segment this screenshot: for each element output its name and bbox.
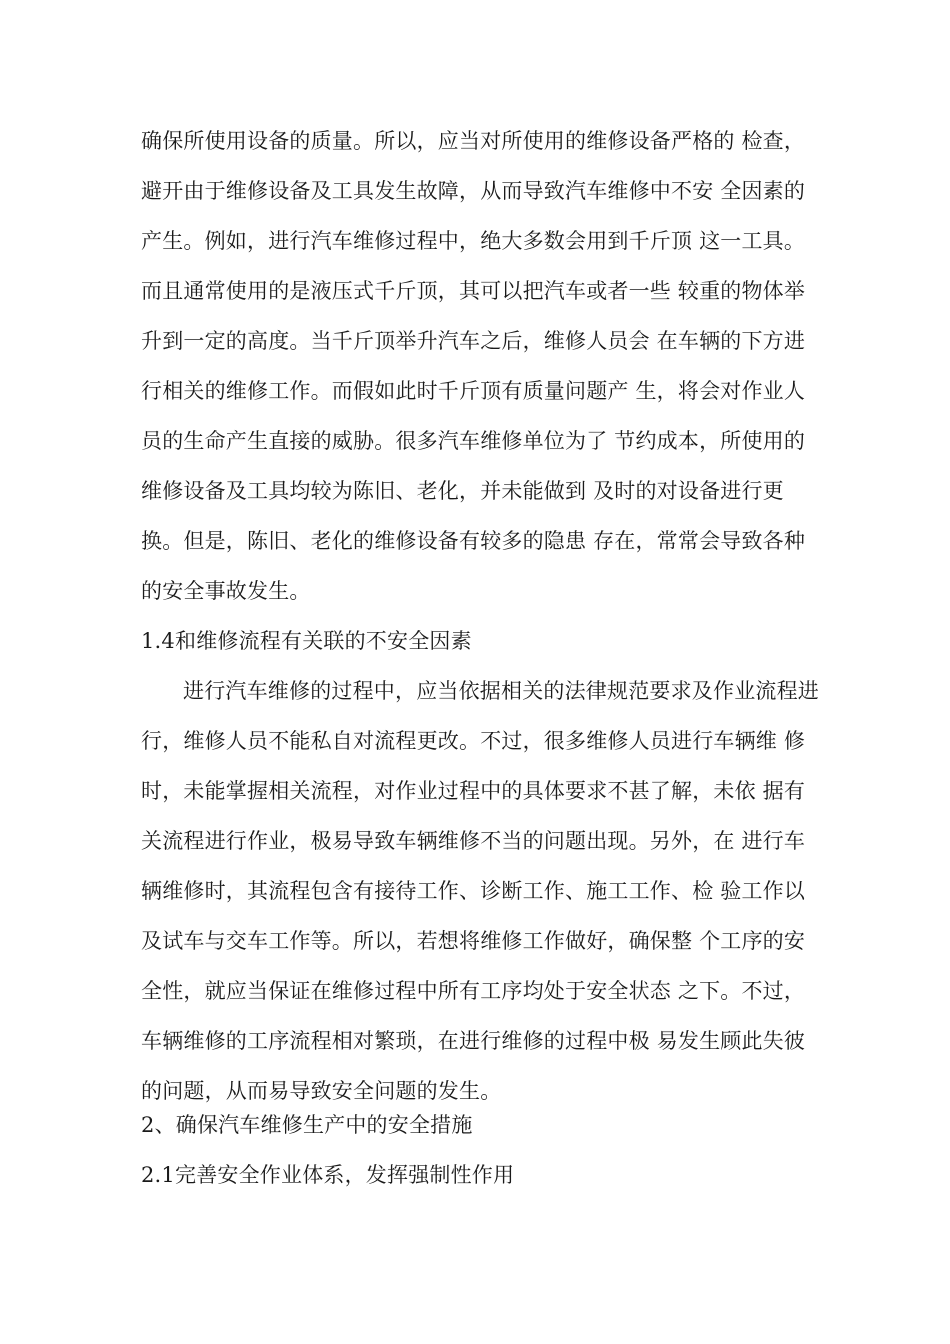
text-line: 进行汽车维修的过程中，应当依据相关的法律规范要求及作业流程进 xyxy=(183,679,819,703)
text-line: 全性，就应当保证在维修过程中所有工序均处于安全状态 之下。不过， xyxy=(141,979,806,1003)
text-line: 时，未能掌握相关流程，对作业过程中的具体要求不甚了解，未依 据有 xyxy=(141,779,806,803)
section-heading-2-1: 2.1完善安全作业体系，发挥强制性作用 xyxy=(141,1163,515,1187)
text-line: 而且通常使用的是液压式千斤顶，其可以把汽车或者一些 较重的物体举 xyxy=(141,279,806,303)
text-line: 的问题，从而易导致安全问题的发生。 xyxy=(141,1079,502,1103)
text-line: 的安全事故发生。 xyxy=(141,579,311,603)
text-line: 避开由于维修设备及工具发生故障，从而导致汽车维修中不安 全因素的 xyxy=(141,179,806,203)
text-line: 车辆维修的工序流程相对繁琐，在进行维修的过程中极 易发生顾此失彼 xyxy=(141,1029,806,1053)
text-line: 及试车与交车工作等。所以，若想将维修工作做好，确保整 个工序的安 xyxy=(141,929,806,953)
text-line: 升到一定的高度。当千斤顶举升汽车之后，维修人员会 在车辆的下方进 xyxy=(141,329,806,353)
text-line: 辆维修时，其流程包含有接待工作、诊断工作、施工工作、检 验工作以 xyxy=(141,879,806,903)
section-heading-1-4: 1.4和维修流程有关联的不安全因素 xyxy=(141,629,472,653)
text-line: 关流程进行作业，极易导致车辆维修不当的问题出现。另外，在 进行车 xyxy=(141,829,806,853)
text-line: 换。但是，陈旧、老化的维修设备有较多的隐患 存在，常常会导致各种 xyxy=(141,529,806,553)
text-line: 行，维修人员不能私自对流程更改。不过，很多维修人员进行车辆维 修 xyxy=(141,729,806,753)
text-line: 员的生命产生直接的威胁。很多汽车维修单位为了 节约成本，所使用的 xyxy=(141,429,806,453)
text-line: 产生。例如，进行汽车维修过程中，绝大多数会用到千斤顶 这一工具。 xyxy=(141,229,806,253)
section-heading-2: 2、确保汽车维修生产中的安全措施 xyxy=(141,1113,473,1137)
text-line: 确保所使用设备的质量。所以，应当对所使用的维修设备严格的 检查， xyxy=(141,129,806,153)
text-line: 行相关的维修工作。而假如此时千斤顶有质量问题产 生，将会对作业人 xyxy=(141,379,806,403)
text-line: 维修设备及工具均较为陈旧、老化，并未能做到 及时的对设备进行更 xyxy=(141,479,784,503)
